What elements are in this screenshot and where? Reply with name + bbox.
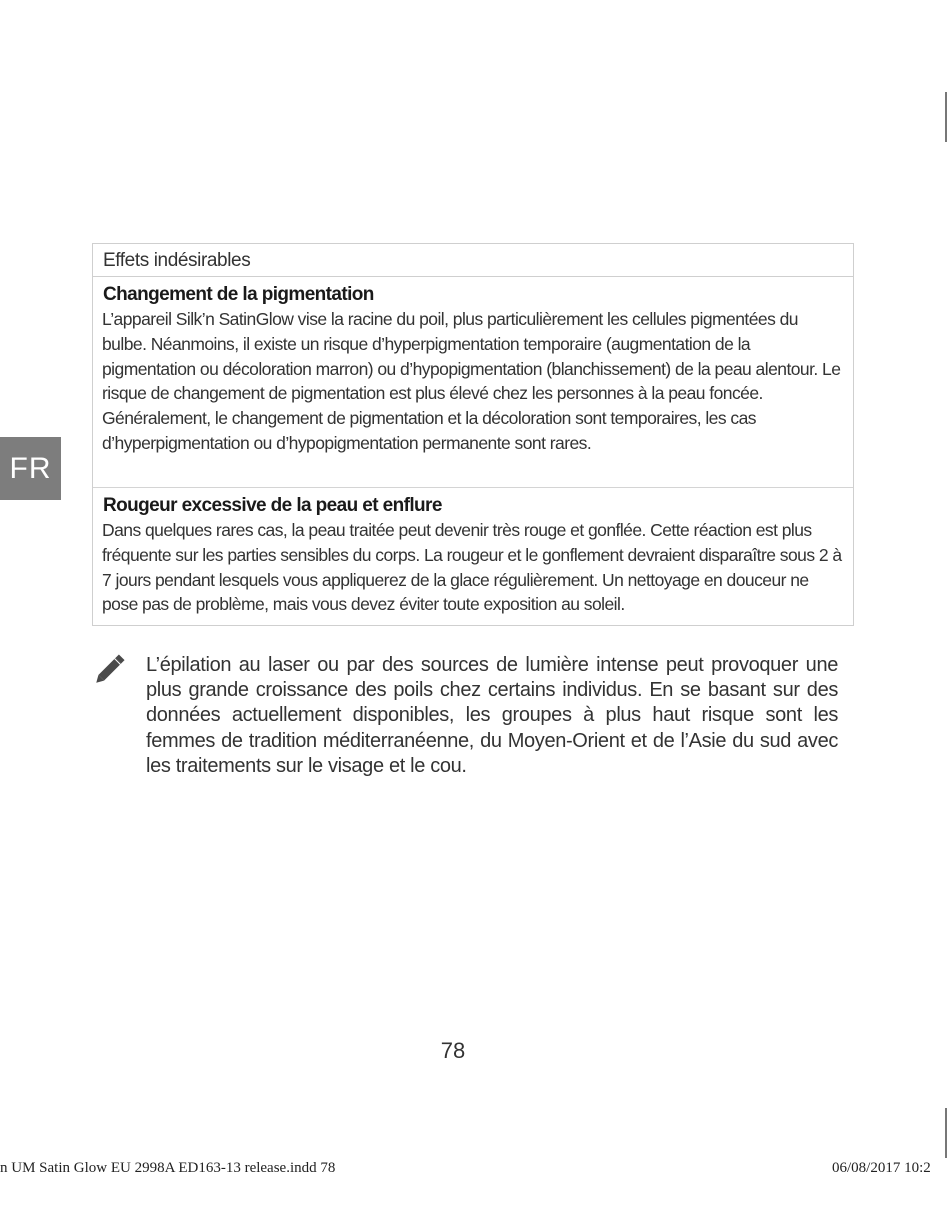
note-text: L’épilation au laser ou par des sources de lumière intense peut provoquer une plus grande croissance des poils chez certains individus. En se basant sur des données actuellement disponibles, les groupes à plus haut risque sont les femmes de tradition méditerranéenne, du Moyen-Orient et de l’Asie du sud avec les traitements sur le visage et le cou.	[146, 654, 838, 777]
footer-date: 06/08/2017 10:2	[832, 1160, 931, 1176]
language-tab: FR	[0, 437, 61, 500]
side-effects-table	[92, 243, 854, 626]
page-number: 78	[440, 1038, 466, 1063]
section-title: Changement de la pigmentation	[103, 284, 374, 305]
table-header: Effets indésirables	[93, 244, 853, 277]
section-body: L’appareil Silk’n SatinGlow vise la racine du poil, plus particulièrement les cellules pigmentées du bulbe. Néanmoins, il existe un risque d’hyperpigmentation temporaire (augmentation de la pigmentation ou décoloration marron) ou d’hypopigmentation (blanchissement) de la peau alentour. Le risque de changement de pigmentation est plus élevé chez les personnes à la peau foncée. Généralement, le changement de pigmentation et la décoloration sont temporaires, les cas d’hyperpigmentation ou d’hypopigmentation permanente sont rares.	[102, 309, 841, 453]
crop-mark-bottom	[945, 1108, 947, 1158]
pencil-icon	[90, 652, 128, 688]
section-body: Dans quelques rares cas, la peau traitée peut devenir très rouge et gonflée. Cette réaction est plus fréquente sur les parties sensibles du corps. La rougeur et le gonflement devraient disparaître sous 2 à 7 jours pendant lesquels vous appliquerez de la glace régulièrement. Un nettoyage en douceur ne pose pas de problème, mais vous devez éviter toute exposition au soleil.	[102, 520, 842, 615]
crop-mark-top	[945, 92, 947, 142]
table-section-pigmentation	[93, 277, 853, 488]
section-title: Rougeur excessive de la peau et enflure	[103, 495, 442, 516]
table-section-redness	[93, 488, 853, 626]
footer-file-info: n UM Satin Glow EU 2998A ED163-13 release.indd 78	[0, 1160, 336, 1176]
